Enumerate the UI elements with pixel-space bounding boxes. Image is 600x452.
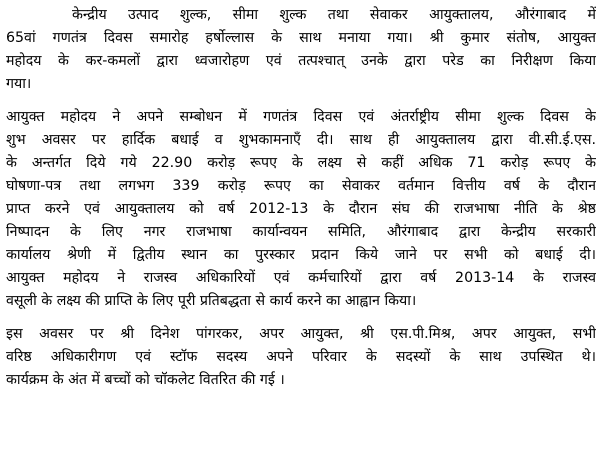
text-line: प्राप्त करने एवं आयुक्तालय को वर्ष 2012-13 के दौरान संघ की राजभाषा नीति के श्रेष्ठ <box>6 201 596 217</box>
text-line: महोदय के कर-कमलों द्वारा ध्वजारोहण एवं तत्पश्चात् उनके द्वारा परेड का निरीक्षण किया <box>6 53 596 69</box>
text-line: आयुक्त महोदय ने अपने सम्बोधन में गणतंत्र दिवस एवं अंतर्राष्ट्रीय सीमा शुल्क दिवस के <box>6 109 596 125</box>
text-line: केन्द्रीय उत्पाद शुल्क, सीमा शुल्क तथा सेवाकर आयुक्तालय, औरंगाबाद में <box>72 7 596 23</box>
text-line: आयुक्त महोदय ने राजस्व अधिकारियों एवं कर्मचारियों द्वारा वर्ष 2013-14 के राजस्व <box>6 270 596 286</box>
paragraph-attendees <box>6 323 596 392</box>
text-line: इस अवसर पर श्री दिनेश पांगरकर, अपर आयुक्त, श्री एस.पी.मिश्र, अपर आयुक्त, सभी <box>6 326 596 342</box>
text-line: कार्यालय श्रेणी में द्वितीय स्थान का पुरस्कार प्रदान किये जाने पर सभी को बधाई दी। <box>6 247 596 263</box>
text-line: कार्यक्रम के अंत में बच्चों को चॉकलेट वितरित की गई । <box>6 372 285 388</box>
text-line: निष्पादन के लिए नगर राजभाषा कार्यान्वयन समिति, औरंगाबाद द्वारा केन्द्रीय सरकारी <box>6 224 596 240</box>
paragraph-republic-day-celebration <box>6 4 596 96</box>
text-line: गया। <box>6 76 32 92</box>
text-line: 65वां गणतंत्र दिवस समारोह हर्षोल्लास के साथ मनाया गया। श्री कुमार संतोष, आयुक्त <box>6 30 596 46</box>
text-line: के अन्तर्गत दिये गये 22.90 करोड़ रूपए के लक्ष्य से कहीं अधिक 71 करोड़ रूपए के <box>6 155 596 171</box>
text-line: घोषणा-पत्र तथा लगभग 339 करोड़ रूपए का सेवाकर वर्तमान वित्तीय वर्ष के दौरान <box>6 178 596 194</box>
text-line: शुभ अवसर पर हार्दिक बधाई व शुभकामनाएँ दी। साथ ही आयुक्तालय द्वारा वी.सी.ई.एस. <box>6 132 596 148</box>
text-line: वरिष्ठ अधिकारीगण एवं स्टॉफ सदस्य अपने परिवार के सदस्यों के साथ उपस्थित थे। <box>6 349 596 365</box>
text-line: वसूली के लक्ष्य की प्राप्ति के लिए पूरी प्रतिबद्धता से कार्य करने का आह्वान किया। <box>6 293 417 309</box>
document-body <box>6 4 596 402</box>
paragraph-commissioner-address <box>6 106 596 313</box>
